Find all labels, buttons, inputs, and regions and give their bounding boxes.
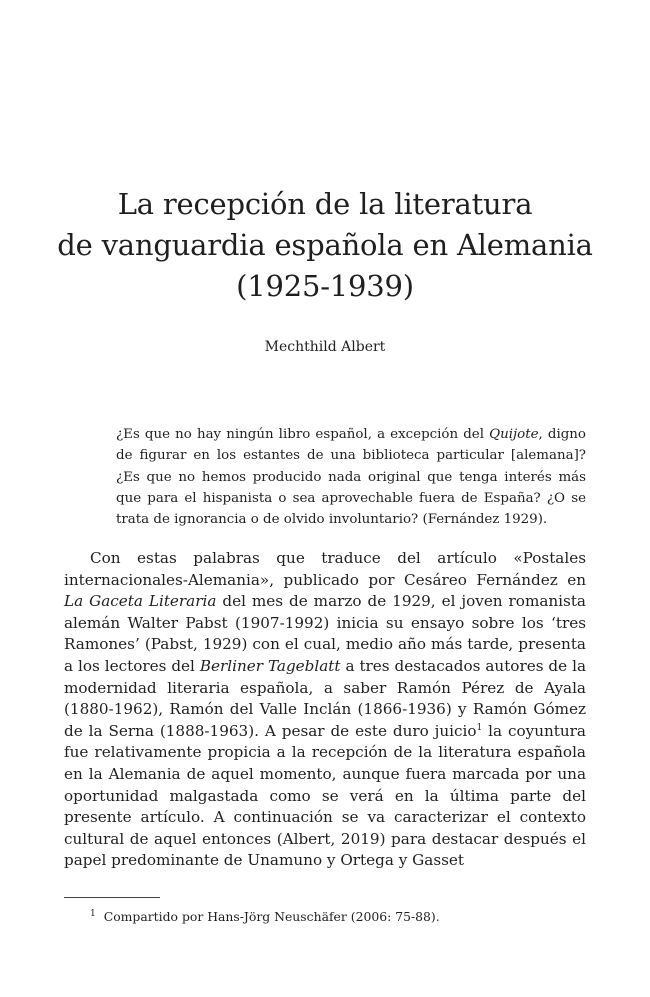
body-paragraph	[64, 548, 586, 872]
footnote-text: Compartido por Hans-Jörg Neuschäfer (2006: 75-88).	[103, 909, 440, 924]
body-text-4: la coyuntura fue relativamente propicia a la recepción de la literatura española en la Alemania de aquel momento, aunque fuera marcada por una oportunidad malgastada como se verá en la última parte del presente artículo. A continuación se va caracterizar el contexto cultural de aquel entonces (Albert, 2019) para destacar después el papel predominante de Unamuno y Ortega y Gasset	[64, 721, 586, 870]
epigraph-quote	[116, 424, 586, 530]
body-italic-tageblatt: Berliner Tageblatt	[199, 656, 341, 675]
title-line-1: La recepción de la literatura	[117, 187, 533, 221]
footnote-number: 1	[90, 909, 96, 919]
article-title	[40, 184, 610, 307]
quote-italic-title: Quijote	[489, 427, 539, 442]
footnote	[90, 908, 590, 926]
body-text-1: Con estas palabras que traduce del artículo «Postales internacionales-Alemania», publicado por Cesáreo Fernández en	[64, 549, 586, 589]
title-line-2: de vanguardia española en Alemania	[57, 228, 593, 262]
footnote-divider	[64, 897, 160, 898]
body-text-3: a tres destacados autores de la modernidad literaria española, a saber Ramón Pérez de Ayala (1880-1962), Ramón del Valle Inclán (1866-1936) y Ramón Gómez de la Serna (1888-1963). A pesar de este duro juicio	[64, 656, 586, 740]
title-line-3: (1925-1939)	[236, 269, 414, 303]
body-text-2: del mes de marzo de 1929, el joven romanista alemán Walter Pabst (1907-1992) inicia su ensayo sobre los ‘tres Ramones’ (Pabst, 1929) con el cual, medio año más tarde, presenta a los lectores del	[64, 592, 586, 675]
author-name: Mechthild Albert	[264, 339, 386, 355]
quote-text-1: ¿Es que no hay ningún libro español, a excepción del	[116, 427, 490, 442]
footnote-reference[interactable]: 1	[476, 722, 483, 733]
body-italic-gaceta: La Gaceta Literaria	[64, 592, 217, 611]
quote-text-2: , digno de figurar en los estantes de una biblioteca particular [alemana]? ¿Es que no hemos producido nada original que tenga interés más que para el hispanista o sea aprovechable fuera de España? ¿O se trata de ignorancia o de olvido involuntario? (Fernández 1929).	[116, 427, 586, 528]
